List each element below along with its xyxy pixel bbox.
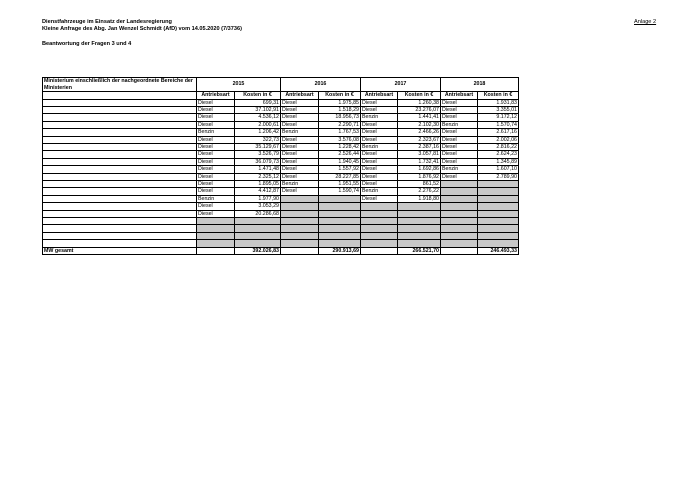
antriebsart-cell: Benzin [441,121,478,128]
total-value-2017: 266.521,70 [398,247,441,254]
total-row [43,247,519,254]
ministry-cell [43,121,197,128]
total-empty-cell [361,247,398,254]
ministry-cell [43,173,197,180]
antriebsart-cell: Diesel [281,114,319,121]
antriebsart-cell [441,240,478,247]
kosten-cell: 2.466,26 [398,129,441,136]
col-kosten-2017: Kosten in € [398,92,441,99]
kosten-cell: 28.227,85 [319,173,361,180]
kosten-cell: 4.412,87 [235,188,281,195]
kosten-cell: 1.557,92 [319,166,361,173]
antriebsart-cell [281,240,319,247]
antriebsart-cell: Benzin [441,166,478,173]
antriebsart-cell [441,232,478,239]
antriebsart-cell: Diesel [361,107,398,114]
antriebsart-cell: Diesel [197,166,235,173]
antriebsart-cell [441,181,478,188]
antriebsart-cell: Diesel [281,99,319,106]
antriebsart-cell: Diesel [441,144,478,151]
antriebsart-cell [281,210,319,217]
antriebsart-cell: Diesel [281,158,319,165]
kosten-cell [478,240,519,247]
kosten-cell [478,232,519,239]
kosten-cell [398,232,441,239]
kosten-cell [398,240,441,247]
antriebsart-cell [361,218,398,225]
antriebsart-cell [281,218,319,225]
table-row [43,166,519,173]
antriebsart-cell: Benzin [361,114,398,121]
table-row [43,188,519,195]
kosten-cell: 20.286,68 [235,210,281,217]
kosten-cell [398,225,441,232]
kosten-cell [319,210,361,217]
antriebsart-cell [441,218,478,225]
kosten-cell: 1.590,74 [319,188,361,195]
table-row [43,144,519,151]
antriebsart-cell [281,203,319,210]
antriebsart-cell [441,225,478,232]
kosten-cell: 2.102,30 [398,121,441,128]
antriebsart-cell: Diesel [361,158,398,165]
kosten-cell: 1.228,42 [319,144,361,151]
kosten-cell: 18.956,73 [319,114,361,121]
antriebsart-cell: Diesel [361,151,398,158]
antriebsart-cell: Benzin [361,188,398,195]
kosten-cell [478,181,519,188]
antriebsart-cell: Diesel [281,166,319,173]
kosten-cell: 1.345,89 [478,158,519,165]
kosten-cell [235,232,281,239]
kosten-cell: 37.102,91 [235,107,281,114]
kosten-cell: 9.172,12 [478,114,519,121]
kosten-cell: 1.570,74 [478,121,519,128]
kosten-cell: 3.053,29 [235,203,281,210]
kosten-cell: 1.441,41 [398,114,441,121]
col-kosten-2016: Kosten in € [319,92,361,99]
total-value-2018: 246.493,33 [478,247,519,254]
antriebsart-cell: Diesel [197,188,235,195]
antriebsart-cell [197,232,235,239]
kosten-cell: 3.355,01 [478,107,519,114]
kosten-cell [478,225,519,232]
ministry-cell [43,203,197,210]
total-label: MW gesamt [43,247,197,254]
antriebsart-cell [281,195,319,202]
antriebsart-cell: Diesel [441,107,478,114]
kosten-cell: 2.789,90 [478,173,519,180]
table-row [43,99,519,106]
antriebsart-cell: Benzin [281,181,319,188]
kosten-cell: 1.206,42 [235,129,281,136]
antriebsart-cell: Diesel [197,114,235,121]
ministry-cell [43,181,197,188]
kosten-cell [398,203,441,210]
inquiry-reference: Kleine Anfrage des Abg. Jan Wenzel Schmidt (AfD) vom 14.05.2020 (7/3736) [42,26,242,32]
kosten-cell: 2.816,22 [478,144,519,151]
kosten-cell: 2.323,67 [398,136,441,143]
antriebsart-cell: Diesel [441,158,478,165]
kosten-cell: 1.975,85 [319,99,361,106]
antriebsart-cell: Diesel [197,107,235,114]
kosten-cell: 1.518,29 [319,107,361,114]
table-row [43,195,519,202]
ministry-cell [43,225,197,232]
antriebsart-cell: Diesel [281,107,319,114]
ministry-cell [43,114,197,121]
col-kosten-2018: Kosten in € [478,92,519,99]
kosten-cell: 1.607,10 [478,166,519,173]
antriebsart-cell: Diesel [361,99,398,106]
kosten-cell: 2.290,71 [319,121,361,128]
ministry-cell [43,210,197,217]
antriebsart-cell: Diesel [281,136,319,143]
subheader-empty [43,92,197,99]
kosten-cell [398,218,441,225]
kosten-cell [319,225,361,232]
kosten-cell: 1.692,86 [398,166,441,173]
kosten-cell: 2.325,12 [235,173,281,180]
antriebsart-cell: Diesel [441,129,478,136]
kosten-cell: 2.624,23 [478,151,519,158]
table-row [43,203,519,210]
table-row [43,210,519,217]
vehicle-cost-table [42,77,519,255]
antriebsart-cell: Diesel [197,99,235,106]
kosten-cell: 2.276,22 [398,188,441,195]
antriebsart-cell [281,232,319,239]
kosten-cell [478,188,519,195]
antriebsart-cell [197,240,235,247]
ministry-cell [43,99,197,106]
antriebsart-cell: Diesel [281,121,319,128]
kosten-cell [478,195,519,202]
ministry-cell [43,218,197,225]
antriebsart-cell [361,225,398,232]
antriebsart-cell [361,240,398,247]
antriebsart-cell: Diesel [361,195,398,202]
table-row [43,240,519,247]
antriebsart-cell: Benzin [361,144,398,151]
year-header-2018: 2018 [441,78,519,92]
antriebsart-cell: Diesel [441,173,478,180]
kosten-cell: 322,73 [235,136,281,143]
ministry-header: Ministerium einschließlich der nachgeordnete Bereiche der Ministerien [43,78,197,92]
antriebsart-cell: Benzin [281,129,319,136]
antriebsart-cell [361,210,398,217]
kosten-cell: 1.977,90 [235,195,281,202]
antriebsart-cell: Diesel [197,136,235,143]
attachment-label: Anlage 2 [634,19,657,25]
kosten-cell [235,218,281,225]
antriebsart-cell [441,195,478,202]
kosten-cell [235,240,281,247]
year-header-2016: 2016 [281,78,361,92]
antriebsart-cell: Diesel [197,158,235,165]
total-empty-cell [197,247,235,254]
kosten-cell: 3.526,79 [235,151,281,158]
kosten-cell: 2.387,16 [398,144,441,151]
antriebsart-cell: Diesel [441,136,478,143]
table-row [43,129,519,136]
kosten-cell: 699,31 [235,99,281,106]
total-empty-cell [281,247,319,254]
kosten-cell: 3.057,81 [398,151,441,158]
col-antriebsart-2016: Antriebsart [281,92,319,99]
kosten-cell [319,232,361,239]
kosten-cell: 1.931,83 [478,99,519,106]
kosten-cell: 861,52 [398,181,441,188]
table-row [43,121,519,128]
kosten-cell: 1.471,48 [235,166,281,173]
ministry-cell [43,166,197,173]
total-empty-cell [441,247,478,254]
kosten-cell: 2.526,44 [319,151,361,158]
antriebsart-cell: Diesel [281,188,319,195]
antriebsart-cell: Diesel [197,210,235,217]
ministry-cell [43,129,197,136]
col-antriebsart-2015: Antriebsart [197,92,235,99]
kosten-cell [478,203,519,210]
table-row [43,173,519,180]
kosten-cell [478,210,519,217]
table-row [43,232,519,239]
kosten-cell: 1.940,45 [319,158,361,165]
kosten-cell: 36.079,73 [235,158,281,165]
antriebsart-cell [441,203,478,210]
document-title: Dienstfahrzeuge im Einsatz der Landesregierung [42,19,172,25]
table-row [43,218,519,225]
antriebsart-cell: Diesel [361,136,398,143]
kosten-cell: 1.732,41 [398,158,441,165]
kosten-cell: 1.767,53 [319,129,361,136]
antriebsart-cell: Diesel [441,151,478,158]
ministry-cell [43,151,197,158]
antriebsart-cell [281,225,319,232]
ministry-cell [43,107,197,114]
antriebsart-cell: Diesel [197,151,235,158]
ministry-cell [43,188,197,195]
kosten-cell: 1.895,05 [235,181,281,188]
antriebsart-cell: Diesel [281,173,319,180]
antriebsart-cell: Benzin [197,195,235,202]
kosten-cell: 1.260,38 [398,99,441,106]
antriebsart-cell: Diesel [197,203,235,210]
antriebsart-cell: Diesel [441,99,478,106]
antriebsart-cell [197,225,235,232]
antriebsart-cell: Diesel [361,173,398,180]
kosten-cell [319,240,361,247]
year-header-2015: 2015 [197,78,281,92]
total-value-2015: 392.026,83 [235,247,281,254]
antriebsart-cell [441,210,478,217]
antriebsart-cell: Diesel [361,166,398,173]
ministry-cell [43,144,197,151]
ministry-cell [43,195,197,202]
antriebsart-cell [361,203,398,210]
kosten-cell: 4.536,12 [235,114,281,121]
col-antriebsart-2017: Antriebsart [361,92,398,99]
ministry-cell [43,232,197,239]
kosten-cell: 35.129,67 [235,144,281,151]
antriebsart-cell [441,188,478,195]
antriebsart-cell: Diesel [281,144,319,151]
year-header-2017: 2017 [361,78,441,92]
table-row [43,181,519,188]
kosten-cell: 1.951,55 [319,181,361,188]
kosten-cell: 2.002,06 [478,136,519,143]
kosten-cell: 1.918,80 [398,195,441,202]
kosten-cell [319,218,361,225]
kosten-cell [235,225,281,232]
kosten-cell [478,218,519,225]
kosten-cell [319,203,361,210]
kosten-cell [319,195,361,202]
antriebsart-cell [197,218,235,225]
kosten-cell [398,210,441,217]
ministry-cell [43,240,197,247]
kosten-cell: 2.000,61 [235,121,281,128]
table-row [43,114,519,121]
antriebsart-cell: Diesel [361,181,398,188]
col-kosten-2015: Kosten in € [235,92,281,99]
kosten-cell: 23.276,07 [398,107,441,114]
ministry-cell [43,136,197,143]
kosten-cell: 2.617,16 [478,129,519,136]
table-row [43,107,519,114]
antriebsart-cell [361,232,398,239]
kosten-cell: 1.876,92 [398,173,441,180]
table-row [43,136,519,143]
antriebsart-cell: Diesel [197,173,235,180]
table-row [43,158,519,165]
answer-subtitle: Beantwortung der Fragen 3 und 4 [42,41,132,47]
table-row [43,151,519,158]
antriebsart-cell: Diesel [197,121,235,128]
table-row [43,225,519,232]
antriebsart-cell: Diesel [441,114,478,121]
antriebsart-cell: Diesel [361,129,398,136]
total-value-2016: 290.913,69 [319,247,361,254]
antriebsart-cell: Benzin [197,129,235,136]
antriebsart-cell: Diesel [197,144,235,151]
ministry-cell [43,158,197,165]
antriebsart-cell: Diesel [361,121,398,128]
kosten-cell: 3.576,08 [319,136,361,143]
col-antriebsart-2018: Antriebsart [441,92,478,99]
antriebsart-cell: Diesel [281,151,319,158]
antriebsart-cell: Diesel [197,181,235,188]
